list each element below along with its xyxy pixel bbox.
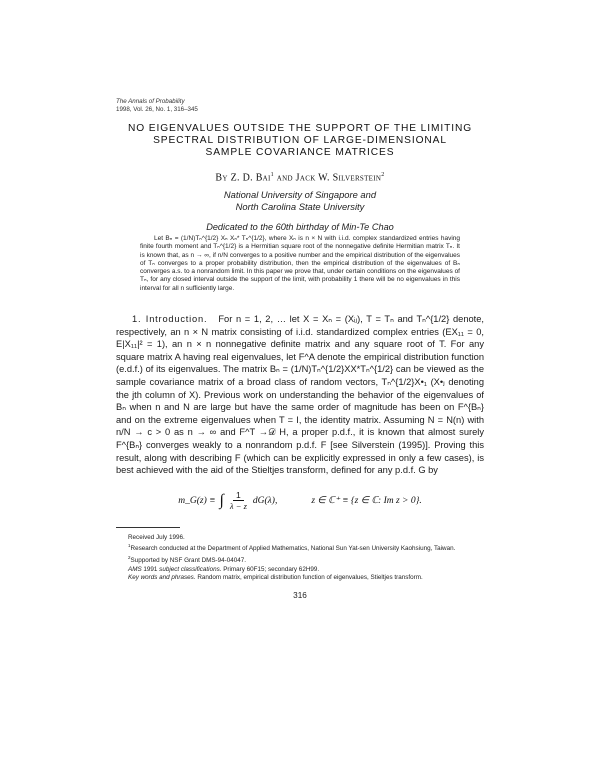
journal-volume-info: 1998, Vol. 26, No. 1, 316–345	[116, 105, 198, 113]
dedication: Dedicated to the 60th birthday of Min-Te Chao	[206, 221, 394, 232]
author-line	[116, 172, 484, 183]
affiliation-1: National University of Singapore and	[223, 188, 377, 200]
paper-title	[116, 123, 484, 160]
author-1: Z. D. Bai	[230, 171, 271, 183]
received-date: Received July 1996.	[128, 533, 185, 541]
abstract-text: Let Bₙ = (1/N)Tₙ^{1/2} Xₙ Xₙ* Tₙ^{1/2}, where Xₙ is n × N with i.i.d. complex standardized entries having finite fourth moment and Tₙ^{1/2} is a Hermitian square root of the nonnegative definite Hermitian matrix Tₙ. It is known that, as n → ∞, if n/N converges to a positive number and the empirical distribution of the eigenvalues of Tₙ converges to a proper probability distribution, then the empirical distribution of the eigenvalues of Bₙ converges a.s. to a nonrandom limit. In this paper we prove that, under certain conditions on the eigenvalues of Tₙ, for any closed interval outside the support of the limit, with probability 1 there will be no eigenvalues in this interval for all n sufficiently large.	[140, 234, 460, 292]
title-line-1: NO EIGENVALUES OUTSIDE THE SUPPORT OF THE LIMITING	[127, 123, 473, 134]
abstract	[140, 235, 460, 293]
ams-codes: Primary 60F15; secondary 62H99.	[223, 565, 320, 573]
title-line-3: SAMPLE COVARIANCE MATRICES	[205, 147, 395, 159]
footnote-2-mark: 2	[128, 555, 131, 561]
author-2: Jack W. Silverstein	[295, 171, 382, 183]
equation-domain: z ∈ ℂ⁺ ≡ {z ∈ ℂ: Im z > 0}.	[311, 496, 422, 507]
paper-page	[116, 98, 484, 600]
equation-fraction	[230, 490, 247, 511]
footnote-2	[116, 554, 484, 566]
footnote-2-text: Supported by NSF Grant DMS-94-04047.	[130, 557, 247, 565]
footnote-1-text: Research conducted at the Department of Applied Mathematics, National Sun Yat-sen University Kaohsiung, Taiwan.	[130, 545, 456, 553]
footnotes	[116, 534, 484, 583]
ams-label: AMS	[128, 565, 142, 573]
affiliations	[116, 189, 484, 213]
introduction-text: For n = 1, 2, … let X = Xₙ = (Xᵢⱼ), T = Tₙ and Tₙ^{1/2} denote, respectively, an n × N matrix consisting of i.i.d. standardized complex entries (EX₁₁ = 0, E|X₁₁|² = 1), an n × n nonnegative definite matrix and any square root of T. For any square matrix A having real eigenvalues, let F^A denote the empirical distribution function (e.d.f.) of its eigenvalues. The matrix Bₙ = (1/N)Tₙ^{1/2}XX*Tₙ^{1/2} can be viewed as the sample covariance matrix of a broad class of random vectors, Tₙ^{1/2}X•₁ (X•ⱼ denoting the jth column of X). Previous work on understanding the behavior of the eigenvalues of Bₙ when n and N are large but have the same order of magnitude has been on F^{Bₙ} and on the extreme eigenvalues when T = I, the identity matrix. Assuming N = N(n) with n/N → c > 0 as n → ∞ and F^T →𝒟 H, a proper p.d.f., it is known that almost surely F^{Bₙ} converges weakly to a nonrandom p.d.f. F [see Silverstein (1995)]. Proving this result, along with describing F (which can be explicitly expressed in only a few cases), is best achieved with the aid of the Stieltjes transform, defined for any p.d.f. G by	[116, 314, 484, 476]
ams-year: 1991	[143, 565, 158, 573]
and-label: and	[276, 171, 293, 183]
fraction-denominator: λ − z	[229, 501, 247, 512]
footnote-divider	[116, 527, 180, 528]
keywords-label: Key words and phrases.	[128, 574, 196, 582]
author-2-footnote-mark: 2	[381, 171, 385, 178]
affiliation-2: North Carolina State University	[235, 200, 365, 212]
footnote-1	[116, 542, 484, 554]
author-1-footnote-mark: 1	[270, 171, 274, 178]
introduction-section	[116, 313, 484, 477]
keywords-text: Random matrix, empirical distribution function of eigenvalues, Stieltjes transform.	[197, 574, 423, 582]
introduction-paragraph	[116, 313, 484, 477]
page-number: 316	[293, 590, 307, 600]
journal-header	[116, 98, 484, 113]
stieltjes-equation	[116, 489, 484, 513]
fraction-numerator: 1	[233, 490, 244, 501]
section-heading: 1. Introduction.	[132, 314, 208, 325]
ams-subject-label: subject classifications.	[159, 565, 222, 573]
ams-classification	[116, 566, 484, 575]
journal-name: The Annals of Probability	[116, 98, 185, 105]
footnote-1-mark: 1	[128, 543, 131, 549]
keywords	[116, 574, 484, 583]
title-line-2: SPECTRAL DISTRIBUTION OF LARGE-DIMENSIONAL	[153, 135, 447, 147]
equation-rhs: dG(λ),	[252, 495, 278, 506]
integral-symbol: ∫	[219, 491, 224, 509]
equation-lhs: m_G(z) ≡	[178, 495, 216, 506]
by-label: By	[215, 171, 228, 183]
